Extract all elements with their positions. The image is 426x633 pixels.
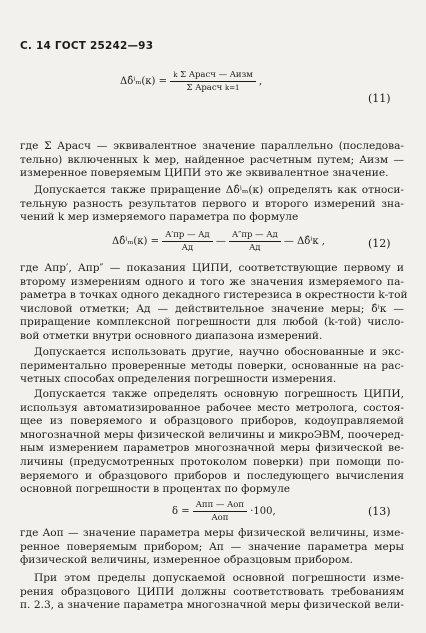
p3-line: где Aпр′, Aпр″ — показания ЦИПИ, соответствующие первому и: [20, 262, 404, 274]
p3-line: второму измерениям одного и того же значения измеряемого па-: [20, 275, 404, 288]
p5-line: основной погрешности в процентах по формуле: [20, 483, 291, 496]
p5-line: личины (предусмотренных протоколом поверки) при помощи по-: [20, 455, 404, 468]
p1-line: тельно) включенных k мер, найденное расчетным путем; Aизм —: [20, 153, 404, 166]
eq13-number: (13): [368, 505, 391, 518]
eq12-lhs: Δδ̂ⁱₘ(к) =: [112, 236, 159, 247]
equation-11: Δδ̂ⁱₘ(к) = $\frac{\text{k Σ Aрасч — Aизм}}{\text{Σ Aрасч k=1}}$ ,: [120, 70, 263, 93]
p3-line: вой отметки внутри основного диапазона измерений.: [20, 329, 323, 342]
p5-line: веряемого и образцового приборов и последующего вычисления: [20, 469, 404, 482]
p2-line: Допускается также приращение Δδ̂ⁱₘ(к) определять как относи-: [34, 184, 404, 196]
p3-line: числовой отметки; Aд — действительное значение меры; δ̂ⁱк —: [20, 302, 404, 315]
p4-line: четных способах определения погрешности измерения.: [20, 373, 337, 386]
eq13-fraction: $\frac{\text{Aпп — Aоп}}{\text{Aоп}}$: [193, 500, 247, 523]
p1-line: измеренное поверяемым ЦИПИ это же эквивалентное значение.: [20, 167, 389, 180]
eq13-lhs: δ =: [172, 506, 190, 517]
p4-line: Допускается использовать другие, научно обоснованные и экс-: [34, 346, 404, 358]
p3-line: раметра в точках одного декадного гистерезиса в окрестности k-той: [20, 289, 408, 302]
p5-line: ным измерением параметров многозначной меры физической ве-: [20, 442, 404, 455]
p5-line: используя автоматизированное рабочее место метролога, состоя-: [20, 401, 404, 414]
p6-line: где Aоп — значение параметра меры физической величины, изме-: [20, 527, 404, 539]
eq11-numerator: k Σ Aрасч — Aизм: [170, 70, 256, 82]
p5-line: многозначной меры физической величины и микроЭВМ, поочеред-: [20, 428, 404, 441]
p4-line: периментально проверенные методы поверки, основанные на рас-: [20, 359, 404, 372]
p3-line: приращение комплексной погрешности для любой (k-той) число-: [20, 316, 404, 329]
paragraph-6: [20, 527, 404, 568]
eq11-fraction: [170, 70, 256, 93]
p2-line: чений k мер измеряемого параметра по формуле: [20, 211, 299, 224]
p5-line: щее из поверяемого и образцового приборов, кодоуправляемой: [20, 415, 404, 428]
page-header: С. 14 ГОСТ 25242—93: [20, 40, 154, 52]
paragraph-4: [20, 346, 404, 387]
p2-line: тельную разность результатов первого и второго измерений зна-: [20, 197, 404, 210]
paragraph-5: [20, 388, 404, 497]
eq11-denominator: Σ Aрасч k=1: [186, 83, 240, 93]
p6-line: ренное поверяемым прибором; Aп — значение параметра меры: [20, 540, 404, 553]
equation-13: δ = $\frac{\text{Aпп — Aоп}}{\text{Aоп}}$ ·100,: [172, 500, 276, 523]
p1-line: где Σ Aрасч — эквивалентное значение параллельно (последова-: [20, 140, 404, 152]
p7-line: При этом пределы допускаемой основной погрешности изме-: [34, 572, 404, 584]
p7-line: рения образцового ЦИПИ должны соответствовать требованиям: [20, 585, 404, 598]
paragraph-3: [20, 262, 408, 344]
paragraph-2: [20, 184, 404, 225]
eq12-fraction-1: $\frac{A'пр — Aд}{Aд}$: [162, 230, 212, 253]
p6-line: физической величины, измеренное образцовым прибором.: [20, 554, 353, 567]
eq11-number: (11): [368, 92, 391, 105]
eq12-number: (12): [368, 237, 391, 250]
eq12-fraction-2: $\frac{A''пр — Aд}{Aд}$: [229, 230, 281, 253]
p7-line: п. 2.3, а значение параметра многозначной меры физической вели-: [20, 599, 404, 612]
p5-line: Допускается также определять основную погрешность ЦИПИ,: [34, 388, 404, 400]
paragraph-1: [20, 140, 404, 181]
eq11-lhs: Δδ̂ⁱₘ(к) =: [120, 76, 167, 87]
paragraph-7: [20, 572, 404, 613]
equation-12: Δδ̂ⁱₘ(к) = $\frac{A'пр — Aд}{Aд}$ — $\frac{A''пр — Aд}{Aд}$ — Δδ̂ⁱк ,: [112, 230, 325, 253]
